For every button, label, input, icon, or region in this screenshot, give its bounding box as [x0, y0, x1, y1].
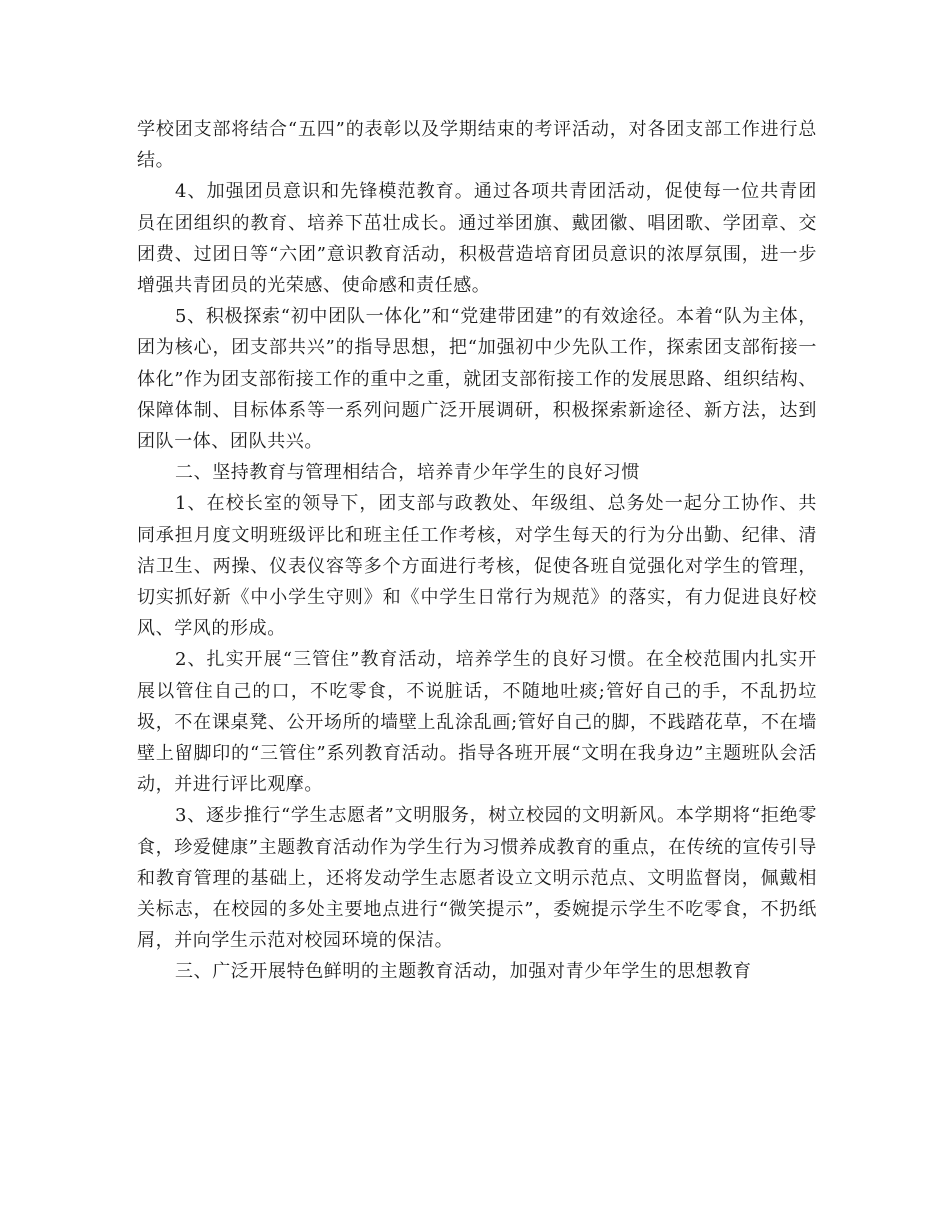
- paragraph-section2-item-2: 2、扎实开展“三管住”教育活动，培养学生的良好习惯。在全校范围内扎实开展以管住自己的口，不吃零食，不说脏话，不随地吐痰;管好自己的手，不乱扔垃圾，不在课桌凳、公开场所的墙壁上乱涂乱画;管好自己的脚，不践踏花草，不在墙壁上留脚印的“三管住”系列教育活动。指导各班开展“文明在我身边”主题班队会活动，并进行评比观摩。: [137, 649, 817, 796]
- section-heading-2: 二、坚持教育与管理相结合，培养青少年学生的良好习惯: [175, 462, 640, 484]
- document-body: [137, 114, 817, 988]
- paragraph-section2-item-3: 3、逐步推行“学生志愿者”文明服务，树立校园的文明新风。本学期将“拒绝零食，珍爱健康”主题教育活动作为学生行为习惯养成教育的重点，在传统的宣传引导和教育管理的基础上，还将发动学生志愿者设立文明示范点、文明监督岗，佩戴相关标志，在校园的多处主要地点进行“微笑提示”，委婉提示学生不吃零食，不扔纸屑，并向学生示范对校园环境的保洁。: [137, 805, 817, 952]
- paragraph-continuation: 学校团支部将结合“五四”的表彰以及学期结束的考评活动，对各团支部工作进行总结。: [137, 119, 817, 172]
- paragraph-section2-item-1: 1、在校长室的领导下，团支部与政教处、年级组、总务处一起分工协作、共同承担月度文明班级评比和班主任工作考核，对学生每天的行为分出勤、纪律、清洁卫生、两操、仪表仪容等多个方面进行考核，促使各班自觉强化对学生的管理，切实抓好新《中小学生守则》和《中学生日常行为规范》的落实，有力促进良好校风、学风的形成。: [137, 493, 817, 640]
- section-heading-3: 三、广泛开展特色鲜明的主题教育活动，加强对青少年学生的思想教育: [175, 961, 752, 983]
- paragraph-item-5: 5、积极探索“初中团队一体化”和“党建带团建”的有效途径。本着“队为主体，团为核心，团支部共兴”的指导思想，把“加强初中少先队工作，探索团支部衔接一体化”作为团支部衔接工作的重中之重，就团支部衔接工作的发展思路、组织结构、保障体制、目标体系等一系列问题广泛开展调研，积极探索新途径、新方法，达到团队一体、团队共兴。: [137, 306, 817, 453]
- paragraph-item-4: 4、加强团员意识和先锋模范教育。通过各项共青团活动，促使每一位共青团员在团组织的教育、培养下茁壮成长。通过举团旗、戴团徽、唱团歌、学团章、交团费、过团日等“六团”意识教育活动，积极营造培育团员意识的浓厚氛围，进一步增强共青团员的光荣感、使命感和责任感。: [137, 181, 817, 297]
